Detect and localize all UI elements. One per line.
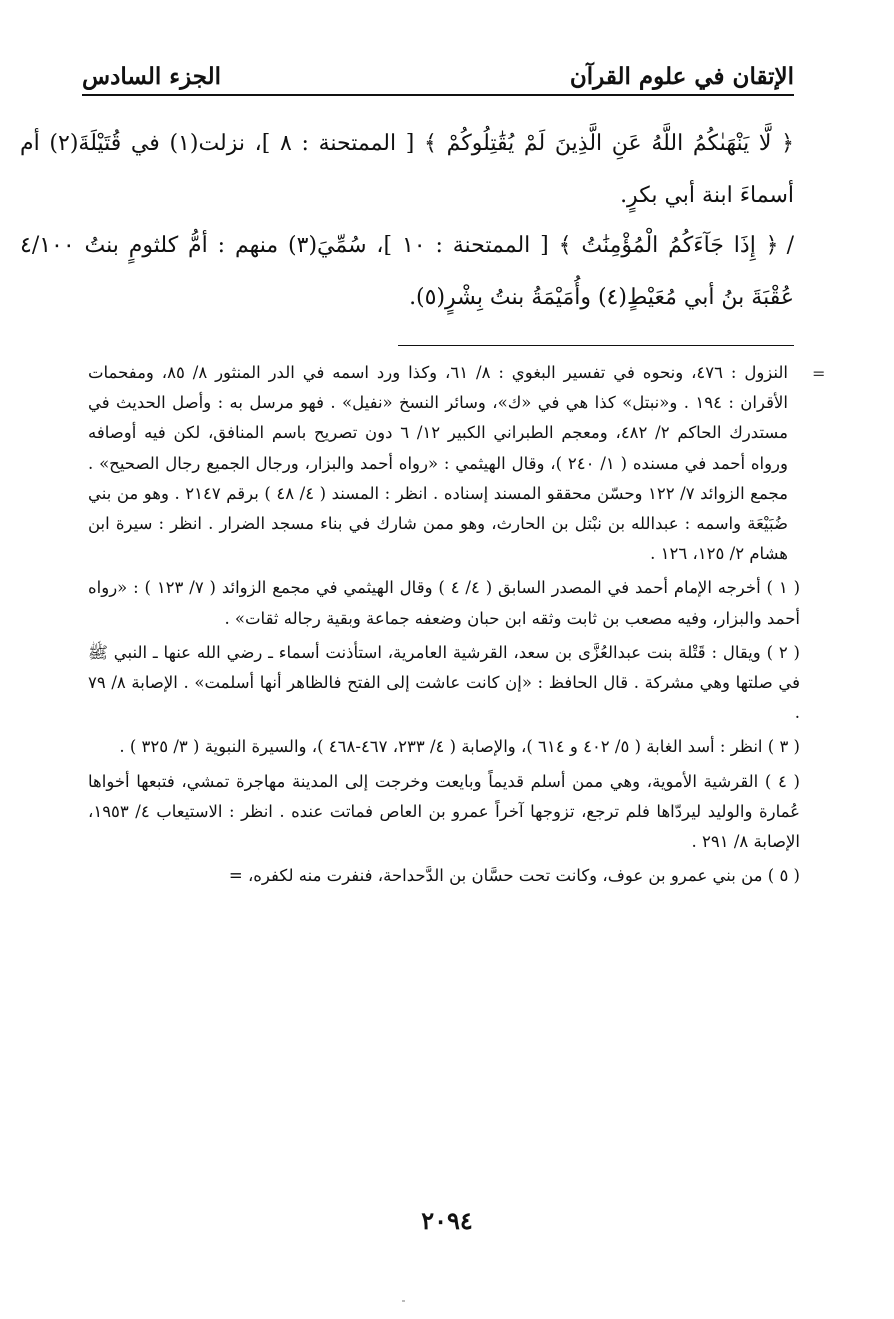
footnotes	[88, 358, 800, 895]
footnote-2: ( ٢ ) ويقال : قَتْلة بنت عبدالعُزَّى بن سعد، القرشية العامرية، استأذنت أسماء ـ رضي الله عنها ـ النبي ﷺ في صلتها وهي مشركة . قال الحافظ : «إن كانت عاشت إلى الفتح فالظاهر أنها أسلمت» . الإصابة ٨/ ٧٩ .	[88, 642, 800, 723]
main-paragraph	[20, 220, 794, 324]
continuation-mark: =	[812, 364, 826, 383]
footnote-3: ( ٣ ) انظر : أسد الغابة ( ٥/ ٤٠٢ و ٦١٤ )، والإصابة ( ٤/ ٢٣٣، ٤٦٧-٤٦٨ )، والسيرة النبوية ( ٣/ ٣٢٥ ) .	[119, 737, 800, 757]
running-header	[82, 50, 794, 90]
footnote-1: ( ١ ) أخرجه الإمام أحمد في المصدر السابق ( ٤/ ٤ ) وقال الهيثمي في مجمع الزوائد ( ٧/ ١٢٣ ) : «رواه أحمد والبزار، وفيه مصعب بن ثابت وثقه ابن حبان وضعفه جماعة وبقية رجاله ثقات» .	[88, 578, 801, 628]
footnote-5: ( ٥ ) من بني عمرو بن عوف، وكانت تحت حسَّان بن الدَّحداحة، فنفرت منه لكفره، =	[228, 866, 800, 886]
main-paragraph: ﴿ لَّا يَنْهَىٰكُمُ اللَّهُ عَنِ الَّذِينَ لَمْ يُقَٰتِلُوكُمْ ﴾ [ الممتحنة : ٨ ]، نزلت(١) في قُتَيْلَةَ(٢) أم أسماءَ ابنة أبي بكرٍ.	[20, 131, 794, 208]
footnote-rule	[398, 345, 794, 346]
header-rule	[82, 94, 794, 96]
footnote-continuation: النزول : ٤٧٦، ونحوه في تفسير البغوي : ٨/ ٦١، وكذا ورد اسمه في الدر المنثور ٨/ ٨٥، ومفحمات الأقران : ١٩٤ . و«نبتل» كذا هي في «ك»، وسائر النسخ «نفيل» . فهو مرسل به : وأصل الحديث في مستدرك الحاكم ٢/ ٤٨٢، ومعجم الطبراني الكبير ١٢/ ٦ دون تصريح باسم المنافق، لكن فيه أوصافه ورواه أحمد في مسنده ( ١/ ٢٤٠ )، وقال الهيثمي : «رواه أحمد والبزار، ورجال الجميع رجال الصحيح» . مجمع الزوائد ٧/ ١٢٢ وحسّن محققو المسند إسناده . انظر : المسند ( ٤/ ٤٨ ) برقم ٢١٤٧ . وهو من بني ضُبَيْعَة واسمه : عبدالله بن نبْتل بن الحارث، وهو ممن شارك في بناء مسجد الضرار . انظر : سيرة ابن هشام ٢/ ١٢٥، ١٢٦ .	[88, 363, 789, 564]
footnote-4: ( ٤ ) القرشية الأموية، وهي ممن أسلم قديماً وبايعت وخرجت إلى المدينة مهاجرة تمشي، فتبعها أخواها عُمارة والوليد ليردّاها فلم ترجع، تزوجها آخراً عمرو بن العاص فماتت عنده . انظر : الاستيعاب ٤/ ١٩٥٣، الإصابة ٨/ ٢٩١ .	[88, 771, 800, 852]
volume-label: الجزء السادس	[82, 63, 221, 90]
scan-speck	[402, 1300, 405, 1302]
page-number: ٢٠٩٤	[421, 1206, 473, 1235]
page-break-marker: /	[786, 233, 794, 258]
main-text	[20, 118, 794, 324]
book-title: الإتقان في علوم القرآن	[569, 63, 794, 90]
main-paragraph-text: ﴿ إِذَا جَآءَكُمُ الْمُؤْمِنَٰتُ ﴾ [ الممتحنة : ١٠ ]، سُمِّيَ(٣) منهم : أمُّ كلثومٍ بنتُ ٤/١٠٠ عُقْبَةَ بنُ أبي مُعَيْطٍ(٤) وأُمَيْمَةُ بنتُ بِشْرٍ(٥).	[20, 233, 794, 310]
